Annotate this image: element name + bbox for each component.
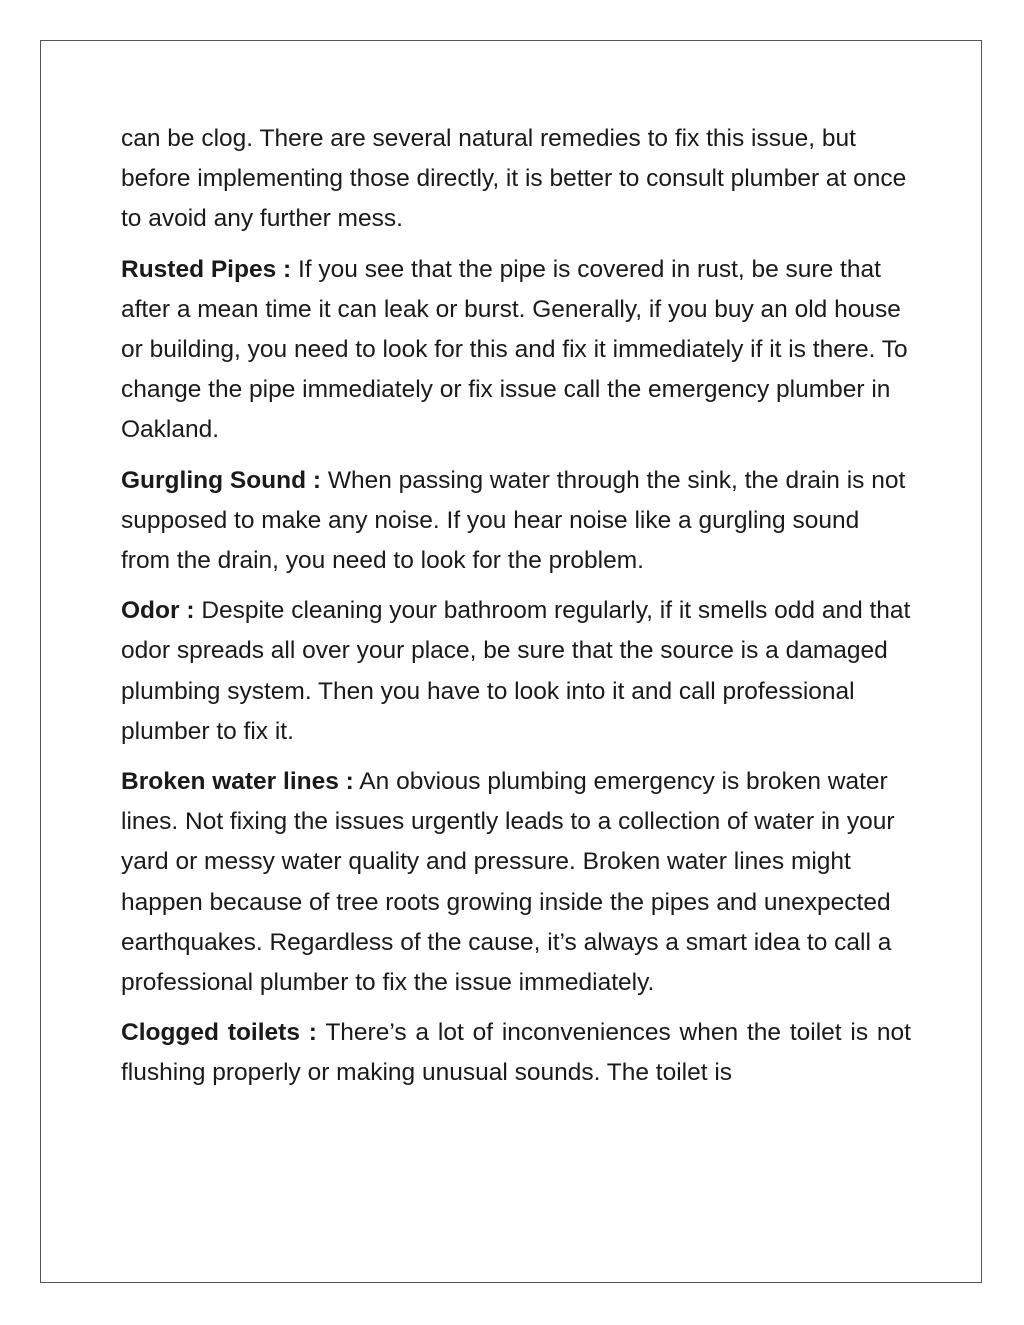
paragraph-term: Clogged toilets : xyxy=(121,1019,317,1047)
paragraph-text: Despite cleaning your bathroom regularly, if it smells odd and that odor spreads all over your place, be sure that the source is a damaged plumbing system. Then you have to look into it and call professional plumber to fix it. xyxy=(121,597,911,745)
paragraph-odor xyxy=(121,591,911,752)
paragraph-term: Rusted Pipes : xyxy=(121,255,292,283)
paragraph-term: Odor : xyxy=(121,597,195,625)
paragraph-intro xyxy=(121,119,911,240)
paragraph-term: Gurgling Sound : xyxy=(121,466,322,494)
paragraph-broken-water-lines xyxy=(121,762,911,1003)
paragraph-text: When passing water through the sink, the drain is not supposed to make any noise. If you hear noise like a gurgling sound from the drain, you need to look for the problem. xyxy=(121,466,906,575)
document-body xyxy=(121,119,911,1104)
paragraph-clogged-toilets xyxy=(121,1013,911,1093)
paragraph-text: can be clog. There are several natural remedies to fix this issue, but before implementing those directly, it is better to consult plumber at once to avoid any further mess. xyxy=(121,125,907,233)
paragraph-text: If you see that the pipe is covered in rust, be sure that after a mean time it can leak or burst. Generally, if you buy an old house or building, you need to look for this and fix it immediately if it is there. To change the pipe immediately or fix issue call the emergency plumber in Oakland. xyxy=(121,255,908,444)
paragraph-text: An obvious plumbing emergency is broken water lines. Not fixing the issues urgently leads to a collection of water in your yard or messy water quality and pressure. Broken water lines might happen because of tree roots growing inside the pipes and unexpected earthquakes. Regardless of the cause, it’s always a smart idea to call a professional plumber to fix the issue immediately. xyxy=(121,768,895,997)
paragraph-term: Broken water lines : xyxy=(121,768,354,796)
paragraph-gurgling-sound xyxy=(121,461,911,582)
paragraph-text: There’s a lot of inconveniences when the toilet is not flushing properly or making unusual sounds. The toilet is xyxy=(121,1019,911,1087)
paragraph-rusted-pipes xyxy=(121,250,911,451)
